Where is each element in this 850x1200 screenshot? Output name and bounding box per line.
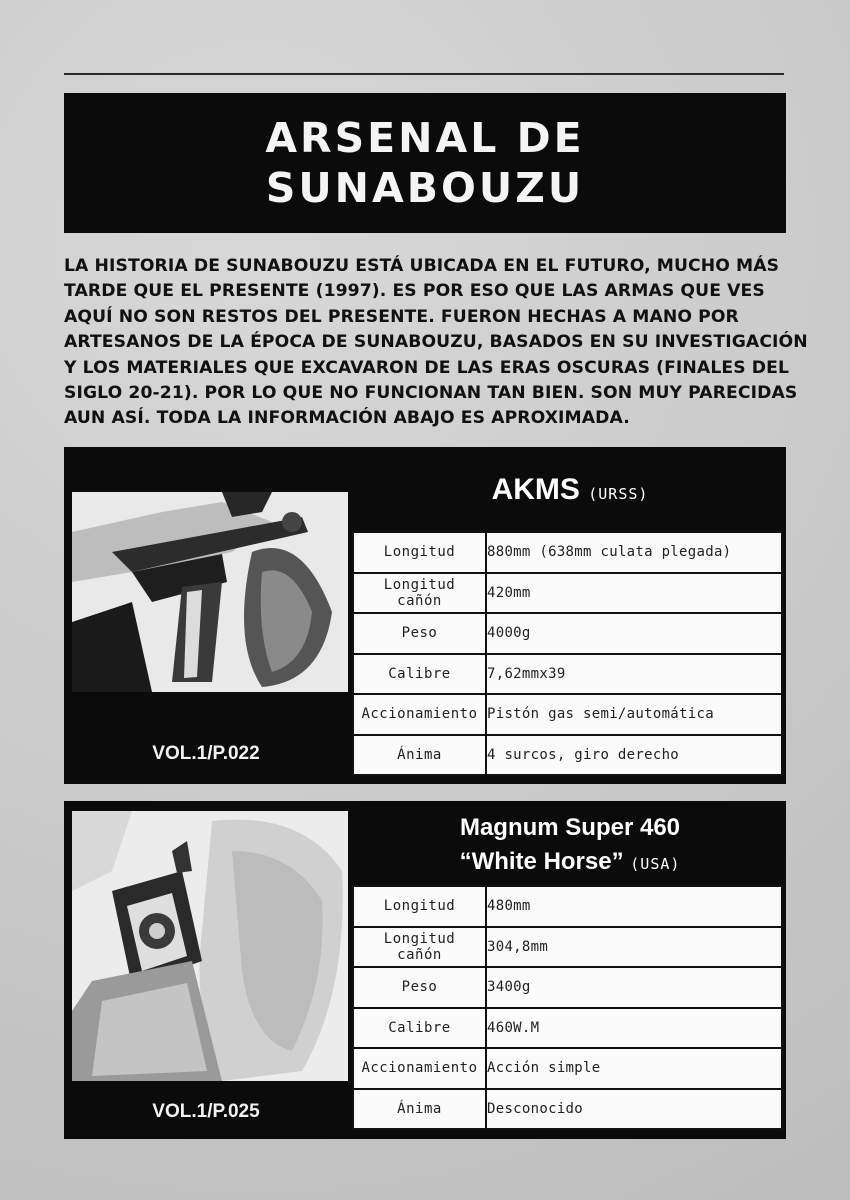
spec-key xyxy=(353,967,486,1008)
spec-key xyxy=(353,1048,486,1089)
spec-key-text-2: cañón xyxy=(397,946,442,963)
table-row xyxy=(353,735,782,776)
spec-key-text: Longitud xyxy=(383,576,456,593)
spec-key-text: Longitud xyxy=(383,898,456,915)
spec-value: 7,62mmx39 xyxy=(486,654,782,695)
spec-value: 3400g xyxy=(486,967,782,1008)
top-divider xyxy=(64,73,784,75)
table-row xyxy=(353,573,782,614)
intro-paragraph xyxy=(64,254,808,432)
table-row xyxy=(353,927,782,968)
spec-value: Pistón gas semi/automática xyxy=(486,694,782,735)
spec-key xyxy=(353,573,486,614)
spec-key xyxy=(353,613,486,654)
spec-value: 460W.M xyxy=(486,1008,782,1049)
table-row xyxy=(353,694,782,735)
spec-key xyxy=(353,1008,486,1049)
weapon-name xyxy=(354,811,786,881)
table-row xyxy=(353,532,782,573)
spec-key xyxy=(353,654,486,695)
weapon-origin: (URSS) xyxy=(588,485,649,503)
weapon-name-text: Magnum Super 460 xyxy=(459,814,681,841)
page-title-line-1: ARSENAL DE xyxy=(265,114,585,162)
spec-value: Acción simple xyxy=(486,1048,782,1089)
spec-key xyxy=(353,927,486,968)
weapon-name-text: AKMS xyxy=(491,473,580,506)
table-row xyxy=(353,654,782,695)
spec-key-text: Accionamiento xyxy=(361,706,478,723)
intro-line: TARDE QUE EL PRESENTE (1997). ES POR ESO QUE LAS ARMAS QUE VES xyxy=(64,281,765,302)
weapon-card-magnum xyxy=(64,801,786,1139)
spec-value: 480mm xyxy=(486,886,782,927)
spec-table xyxy=(352,531,783,776)
table-row xyxy=(353,1048,782,1089)
spec-key-text-2: cañón xyxy=(397,592,442,609)
spec-key-text: Accionamiento xyxy=(361,1060,478,1077)
spec-key-text: Longitud xyxy=(383,930,456,947)
weapon-illustration xyxy=(72,811,348,1081)
weapon-card-akms xyxy=(64,447,786,784)
spec-value: 880mm (638mm culata plegada) xyxy=(486,532,782,573)
weapon-origin: (USA) xyxy=(630,855,681,873)
spec-key xyxy=(353,886,486,927)
volume-page-reference: VOL.1/P.025 xyxy=(152,1101,260,1122)
weapon-name xyxy=(354,473,786,507)
intro-line: AQUÍ NO SON RESTOS DEL PRESENTE. FUERON HECHAS A MANO POR xyxy=(64,306,739,327)
spec-key xyxy=(353,1089,486,1130)
spec-key-text: Ánima xyxy=(397,1100,442,1117)
volume-page-reference: VOL.1/P.022 xyxy=(152,743,260,764)
table-row xyxy=(353,967,782,1008)
spec-key xyxy=(353,694,486,735)
table-row xyxy=(353,886,782,927)
intro-line: SIGLO 20-21). POR LO QUE NO FUNCIONAN TAN BIEN. SON MUY PARECIDAS xyxy=(64,383,798,404)
page-title-banner xyxy=(64,93,786,233)
intro-line: LA HISTORIA DE SUNABOUZU ESTÁ UBICADA EN EL FUTURO, MUCHO MÁS xyxy=(64,256,780,276)
spec-key-text: Ánima xyxy=(397,746,442,763)
spec-key-text: Calibre xyxy=(388,665,451,682)
spec-table xyxy=(352,885,783,1130)
weapon-name-line-2 xyxy=(354,845,786,881)
weapon-name-nickname: “White Horse” xyxy=(459,848,624,875)
spec-value: Desconocido xyxy=(486,1089,782,1130)
spec-key-text: Longitud xyxy=(383,544,456,561)
spec-key xyxy=(353,532,486,573)
intro-line: Y LOS MATERIALES QUE EXCAVARON DE LAS ERAS OSCURAS (FINALES DEL xyxy=(64,357,790,378)
intro-line: AUN ASÍ. TODA LA INFORMACIÓN ABAJO ES APROXIMADA. xyxy=(64,408,630,429)
spec-key-text: Peso xyxy=(401,979,438,996)
intro-line: ARTESANOS DE LA ÉPOCA DE SUNABOUZU, BASADOS EN SU INVESTIGACIÓN xyxy=(64,332,808,353)
spec-key-text: Peso xyxy=(401,625,438,642)
spec-value: 4 surcos, giro derecho xyxy=(486,735,782,776)
page-title-line-2: SUNABOUZU xyxy=(265,164,585,212)
spec-value: 304,8mm xyxy=(486,927,782,968)
table-row xyxy=(353,1089,782,1130)
table-row xyxy=(353,613,782,654)
spec-value: 4000g xyxy=(486,613,782,654)
weapon-illustration xyxy=(72,492,348,692)
spec-key-text: Calibre xyxy=(388,1019,451,1036)
spec-value: 420mm xyxy=(486,573,782,614)
spec-key xyxy=(353,735,486,776)
table-row xyxy=(353,1008,782,1049)
